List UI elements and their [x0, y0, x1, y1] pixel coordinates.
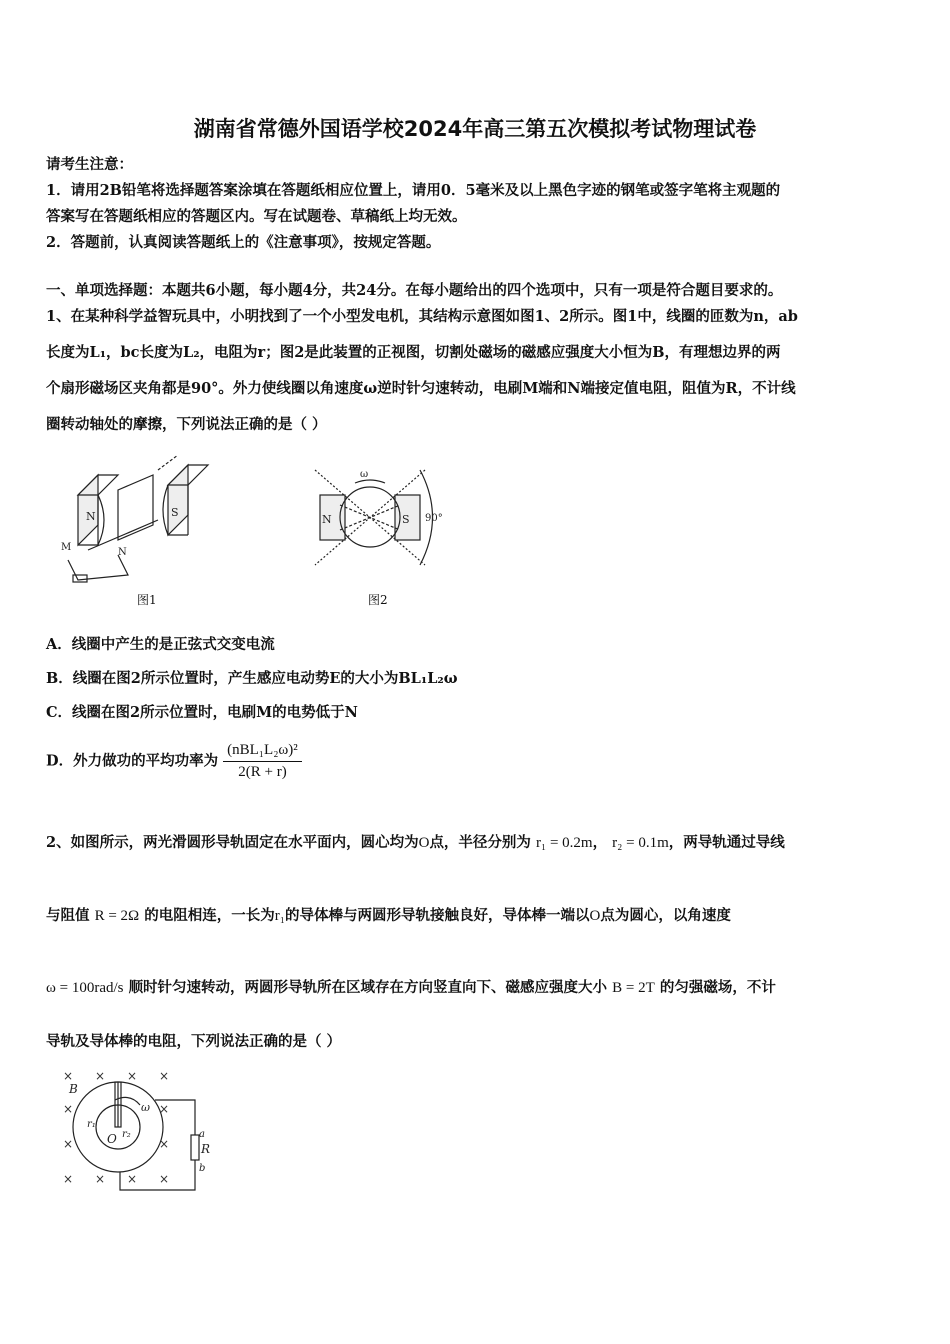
svg-text:×: × — [159, 1137, 170, 1151]
q2-fig-label-b: b — [199, 1163, 206, 1174]
q1-figure2-angle: 90° — [425, 513, 443, 524]
svg-text:×: × — [127, 1172, 138, 1186]
q2-fig-label-r1: r₁ — [87, 1119, 96, 1130]
q2-line1-a: 2、如图所示，两光滑圆形导轨固定在水平面内，圆心均为 — [46, 834, 419, 851]
q2-fig-label-r2: r₂ — [122, 1129, 131, 1140]
q2-line2-O: O — [589, 908, 601, 924]
q2-line1-comma: ， — [592, 834, 608, 851]
q1-line3: 个扇形磁场区夹角都是90°。外力使线圈以角速度ω逆时针匀速转动，电刷M端和N端接定值电阻，阻值为R，不计线 — [46, 380, 796, 397]
svg-text:×: × — [159, 1102, 170, 1116]
svg-text:S: S — [171, 506, 179, 519]
q2-line1-b: 点，半径分别为 — [429, 834, 531, 851]
exam-title: 湖南省常德外国语学校2024年高三第五次模拟考试物理试卷 — [193, 117, 757, 141]
q2-line3-omega: ω = 100rad/s — [46, 980, 124, 996]
svg-text:N: N — [86, 510, 96, 523]
q1-option-d-numerator: (nBL₁L₂ω)² — [223, 742, 302, 762]
svg-text:×: × — [63, 1069, 74, 1083]
q2-line3-a: 顺时针匀速转动，两圆形导轨所在区域存在方向竖直向下、磁感应强度大小 — [128, 979, 608, 996]
q1-figure1 — [58, 450, 228, 590]
q1-option-a: A．线圈中产生的是正弦式交变电流 — [46, 636, 275, 653]
q1-line4: 圈转动轴处的摩擦，下列说法正确的是（ ） — [46, 416, 327, 433]
svg-text:×: × — [95, 1069, 106, 1083]
svg-text:×: × — [95, 1172, 106, 1186]
q2-fig-label-B: B — [69, 1082, 78, 1096]
q2-fig-label-omega: ω — [141, 1101, 150, 1114]
q1-figure2-caption: 图2 — [368, 593, 388, 607]
q1-line1: 1、在某种科学益智玩具中，小明找到了一个小型发电机，其结构示意图如图1、2所示。图1中，线圈的匝数为n，ab — [46, 308, 798, 325]
q2-line2 — [46, 904, 731, 925]
notice-heading: 请考生注意： — [46, 156, 133, 173]
q1-option-c: C．线圈在图2所示位置时，电刷M的电势低于N — [46, 704, 358, 721]
q2-line1-r2: r₂ = 0.1m — [612, 835, 669, 851]
q1-option-b: B．线圈在图2所示位置时，产生感应电动势E的大小为BL₁L₂ω — [46, 670, 458, 687]
q2-line2-c: 的导体棒与两圆形导轨接触良好，导体棒一端以 — [284, 907, 590, 924]
notice-item2: 2．答题前，认真阅读答题纸上的《注意事项》，按规定答题。 — [46, 234, 441, 251]
svg-text:N: N — [118, 547, 127, 558]
q2-fig-label-R: R — [201, 1142, 211, 1156]
svg-text:×: × — [127, 1069, 138, 1083]
q2-line3 — [46, 976, 776, 997]
svg-text:×: × — [63, 1102, 74, 1116]
svg-text:×: × — [63, 1137, 74, 1151]
q2-line3-B: B = 2T — [612, 980, 655, 996]
q2-line2-b: 的电阻相连，一长为 — [144, 907, 275, 924]
q2-line2-d: 点为圆心，以角速度 — [600, 907, 731, 924]
svg-text:×: × — [159, 1069, 170, 1083]
svg-text:N: N — [322, 513, 332, 526]
svg-text:S: S — [402, 513, 410, 526]
q2-line2-r1: r₁ — [274, 908, 285, 924]
q2-line1-c: ，两导轨通过导线 — [668, 834, 785, 851]
q1-option-d — [46, 742, 302, 781]
notice-item1-line1: 1．请用2B铅笔将选择题答案涂填在答题纸相应位置上，请用0．5毫米及以上黑色字迹的钢笔或签字笔将主观题的 — [46, 182, 781, 199]
q1-option-d-text: D．外力做功的平均功率为 — [46, 752, 219, 770]
q2-line1 — [46, 831, 785, 852]
q2-figure — [55, 1065, 225, 1195]
q2-line1-O: O — [418, 835, 430, 851]
q2-line1-r1: r₁ = 0.2m — [536, 835, 593, 851]
q1-figure2 — [300, 455, 450, 585]
svg-text:×: × — [159, 1172, 170, 1186]
q2-line4: 导轨及导体棒的电阻，下列说法正确的是（ ） — [46, 1033, 342, 1050]
q1-option-d-denominator: 2(R + r) — [238, 764, 287, 780]
q2-line2-a: 与阻值 — [46, 907, 90, 924]
q1-line2: 长度为L₁，bc长度为L₂，电阻为r；图2是此装置的正视图，切割处磁场的磁感应强度大小恒为B，有理想边界的两 — [46, 344, 781, 361]
svg-text:×: × — [63, 1172, 74, 1186]
q1-figure1-caption: 图1 — [137, 593, 157, 607]
svg-text:ω: ω — [360, 469, 369, 480]
q2-line2-R: R = 2Ω — [94, 908, 140, 924]
q2-line3-b: 的匀强磁场，不计 — [659, 979, 776, 996]
svg-text:M: M — [61, 542, 72, 553]
notice-item1-line2: 答案写在答题纸相应的答题区内。写在试题卷、草稿纸上均无效。 — [46, 208, 467, 225]
section1-heading: 一、单项选择题：本题共6小题，每小题4分，共24分。在每小题给出的四个选项中，只有一项是符合题目要求的。 — [46, 282, 783, 299]
q1-option-d-fraction — [223, 742, 302, 781]
q2-fig-label-O: O — [107, 1132, 117, 1146]
q2-fig-label-a: a — [199, 1129, 205, 1140]
